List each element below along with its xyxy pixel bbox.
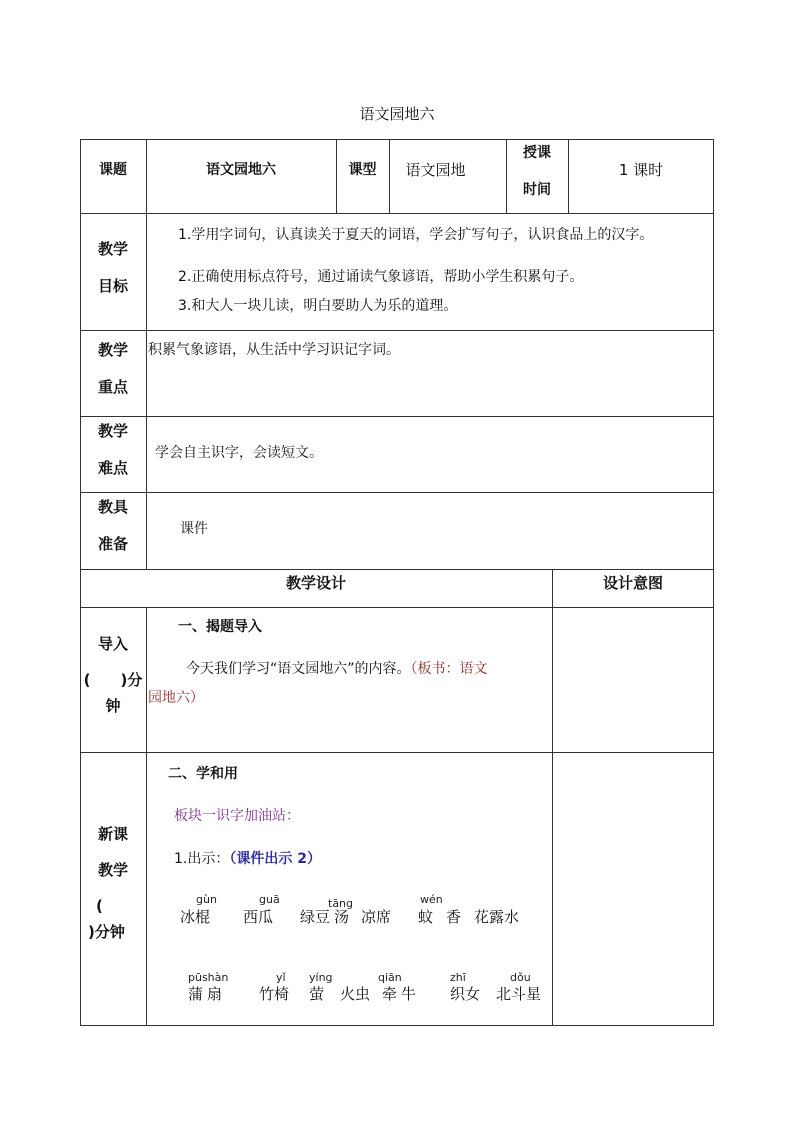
newlesson-label-1: 新课 — [97, 825, 128, 843]
type-value: 语文园地 — [405, 161, 466, 179]
tools-label-1: 教具 — [97, 498, 128, 516]
vocab-word: 凉席 — [361, 908, 392, 926]
topic-label: 课题 — [99, 162, 127, 178]
vocab-word: 西瓜 — [243, 908, 274, 926]
pinyin: pūshàn — [188, 971, 229, 984]
keypoints-label-2: 重点 — [97, 378, 128, 396]
row-divider — [80, 752, 714, 753]
pinyin: guā — [259, 893, 280, 906]
intro-text-main: 今天我们学习“语文园地六”的内容。 — [186, 661, 411, 677]
vocab-word: 蒲扇 — [188, 985, 227, 1003]
pinyin: zhī — [450, 971, 466, 984]
row-divider — [80, 330, 714, 331]
tools-label-2: 准备 — [97, 535, 128, 553]
pinyin: tāng — [328, 897, 354, 910]
vocab-word: 萤 — [309, 985, 325, 1003]
vocab-word: 香 — [446, 908, 462, 926]
vocab-word: 北斗星 — [496, 985, 542, 1003]
intro-text — [186, 659, 552, 679]
newlesson-show — [174, 849, 534, 869]
vocab-word: 牵牛 — [382, 985, 421, 1003]
newlesson-subheading: 板块一识字加油站： — [174, 808, 300, 824]
newlesson-heading: 二、学和用 — [168, 766, 238, 782]
design-header-left: 教学设计 — [285, 574, 346, 592]
vocab-word: 织女 — [450, 985, 481, 1003]
pinyin: yíng — [309, 971, 333, 984]
keypoints-label-1: 教学 — [97, 341, 128, 359]
intro-label-1: 导入 — [97, 635, 128, 653]
row-divider — [80, 416, 714, 417]
newlesson-label-2: 教学 — [97, 861, 128, 879]
vocab-word: 蚊 — [418, 908, 434, 926]
show-prefix: 1.出示： — [174, 851, 230, 867]
pinyin: wén — [420, 893, 443, 906]
col-divider — [146, 607, 147, 1026]
intro-note: （板书：语文 — [410, 661, 488, 677]
newlesson-label-3: ( — [96, 897, 103, 915]
vocab-word: 竹椅 — [259, 985, 290, 1003]
time-label-1: 授课 — [523, 145, 551, 161]
intro-label-2: ( )分 — [83, 671, 143, 689]
goals-label-2: 目标 — [97, 277, 128, 295]
row-divider — [80, 607, 714, 608]
vocab-word: 冰棍 — [180, 908, 211, 926]
difficulties-label-1: 教学 — [97, 422, 128, 440]
time-value: 1 课时 — [618, 161, 664, 179]
show-note: （课件出示 2） — [229, 851, 321, 867]
intro-label-3: 钟 — [105, 697, 121, 715]
pinyin: gùn — [196, 893, 217, 906]
pinyin: yǐ — [276, 971, 286, 984]
page-title: 语文园地六 — [359, 105, 435, 123]
pinyin: qiān — [378, 971, 402, 984]
row-divider — [80, 569, 714, 570]
goal-item: 1.学用字词句，认真读关于夏天的词语，学会扩写句子，认识食品上的汉字。 — [178, 227, 654, 243]
goals-label-1: 教学 — [97, 240, 128, 258]
intro-heading: 一、揭题导入 — [178, 619, 262, 635]
newlesson-label-4: )分钟 — [88, 923, 125, 941]
pinyin: dǒu — [510, 971, 531, 984]
vocab-word: 绿豆 — [300, 908, 331, 926]
topic-value: 语文园地六 — [206, 162, 276, 178]
difficulties-label-2: 难点 — [97, 459, 128, 477]
design-header-right: 设计意图 — [602, 574, 663, 592]
vocab-word: 花露水 — [474, 908, 520, 926]
keypoints-text: 积累气象谚语，从生活中学习识记字词。 — [148, 342, 400, 358]
row-divider — [80, 213, 714, 214]
vocab-word: 火虫 — [340, 985, 371, 1003]
time-label-2: 时间 — [523, 182, 551, 198]
tools-text: 课件 — [180, 521, 208, 537]
intro-note-cont: 园地六） — [148, 690, 204, 706]
col-divider — [146, 139, 147, 569]
difficulties-text: 学会自主识字，会读短文。 — [155, 445, 323, 461]
vocab-word: 汤 — [334, 908, 350, 926]
type-label: 课型 — [348, 162, 377, 178]
row-divider — [80, 492, 714, 493]
goal-item: 2.正确使用标点符号，通过诵读气象谚语，帮助小学生积累句子。 — [178, 269, 584, 285]
col-divider — [552, 569, 553, 1026]
goal-item: 3.和大人一块儿读，明白要助人为乐的道理。 — [178, 298, 458, 314]
